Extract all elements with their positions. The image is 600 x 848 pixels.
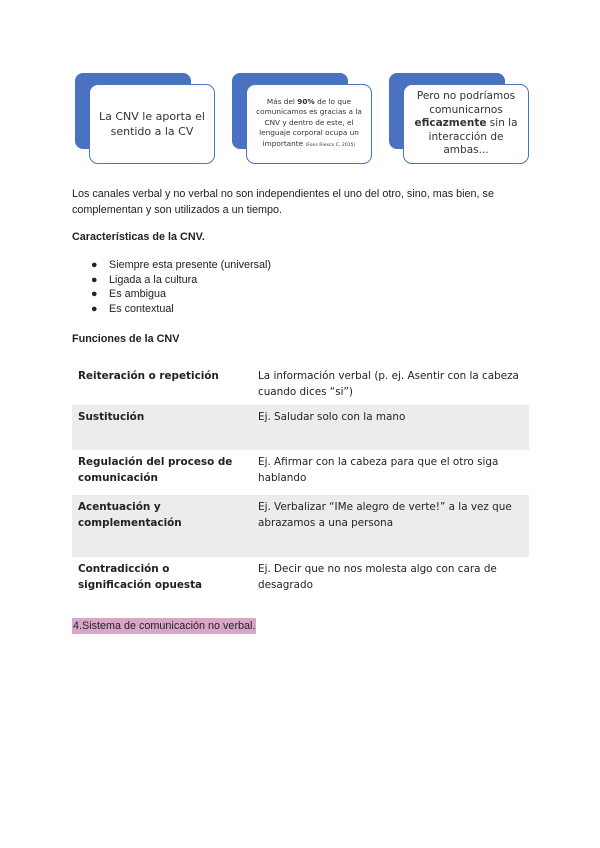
function-name: Acentuación y complementación bbox=[72, 495, 252, 557]
function-desc: Ej. Saludar solo con la mano bbox=[252, 405, 529, 450]
function-desc: Ej. Verbalizar “IMe alegro de verte!” a la vez que abrazamos a una persona bbox=[252, 495, 529, 557]
card-text: Pero no podríamos comunicarnos eficazmente sin la interacción de ambas... bbox=[403, 84, 529, 164]
characteristics-list bbox=[72, 258, 271, 317]
list-item: ● Es contextual bbox=[91, 303, 174, 316]
function-name: Reiteración o repetición bbox=[78, 370, 219, 382]
bullet-icon: ● bbox=[91, 303, 98, 316]
list-item: ● Es ambigua bbox=[91, 288, 167, 301]
intro-paragraph: Los canales verbal y no verbal no son independientes el uno del otro, sino, mas bien, se complementan y son utilizados a un tiempo. bbox=[72, 188, 494, 216]
table-row bbox=[72, 557, 529, 598]
list-item: ● Ligada a la cultura bbox=[91, 273, 198, 286]
bullet-icon: ● bbox=[91, 273, 98, 286]
function-name: Sustitución bbox=[72, 405, 252, 450]
function-desc: Ej. Afirmar con la cabeza para que el otro siga hablando bbox=[258, 456, 499, 484]
list-item: ● Siempre esta presente (universal) bbox=[91, 259, 272, 271]
section-title-highlight: 4.Sistema de comunicación no verbal. bbox=[73, 620, 256, 632]
table-row bbox=[72, 405, 529, 450]
card-text: Más del 90% de lo que comunicamos es gracias a la CNV y dentro de este, el lenguaje corporal ocupa un importante (Fons Riesco C, 2015) bbox=[246, 84, 372, 164]
function-desc: Ej. Decir que no nos molesta algo con cara de desagrado bbox=[258, 563, 497, 591]
functions-heading: Funciones de la CNV bbox=[72, 333, 180, 345]
table-row bbox=[72, 495, 529, 557]
function-name: Contradicción o significación opuesta bbox=[78, 563, 203, 591]
function-desc: La información verbal (p. ej. Asentir con la cabeza cuando dices “si”) bbox=[258, 370, 519, 398]
table-row bbox=[72, 364, 529, 405]
characteristics-heading: Características de la CNV. bbox=[72, 231, 205, 243]
table-row bbox=[72, 450, 529, 495]
card-text: La CNV le aporta el sentido a la CV bbox=[89, 84, 215, 164]
functions-table bbox=[72, 364, 529, 598]
bullet-icon: ● bbox=[91, 259, 98, 271]
function-name: Regulación del proceso de comunicación bbox=[78, 456, 233, 484]
bullet-icon: ● bbox=[91, 288, 98, 301]
citation: (Fons Riesco C, 2015) bbox=[305, 142, 356, 148]
